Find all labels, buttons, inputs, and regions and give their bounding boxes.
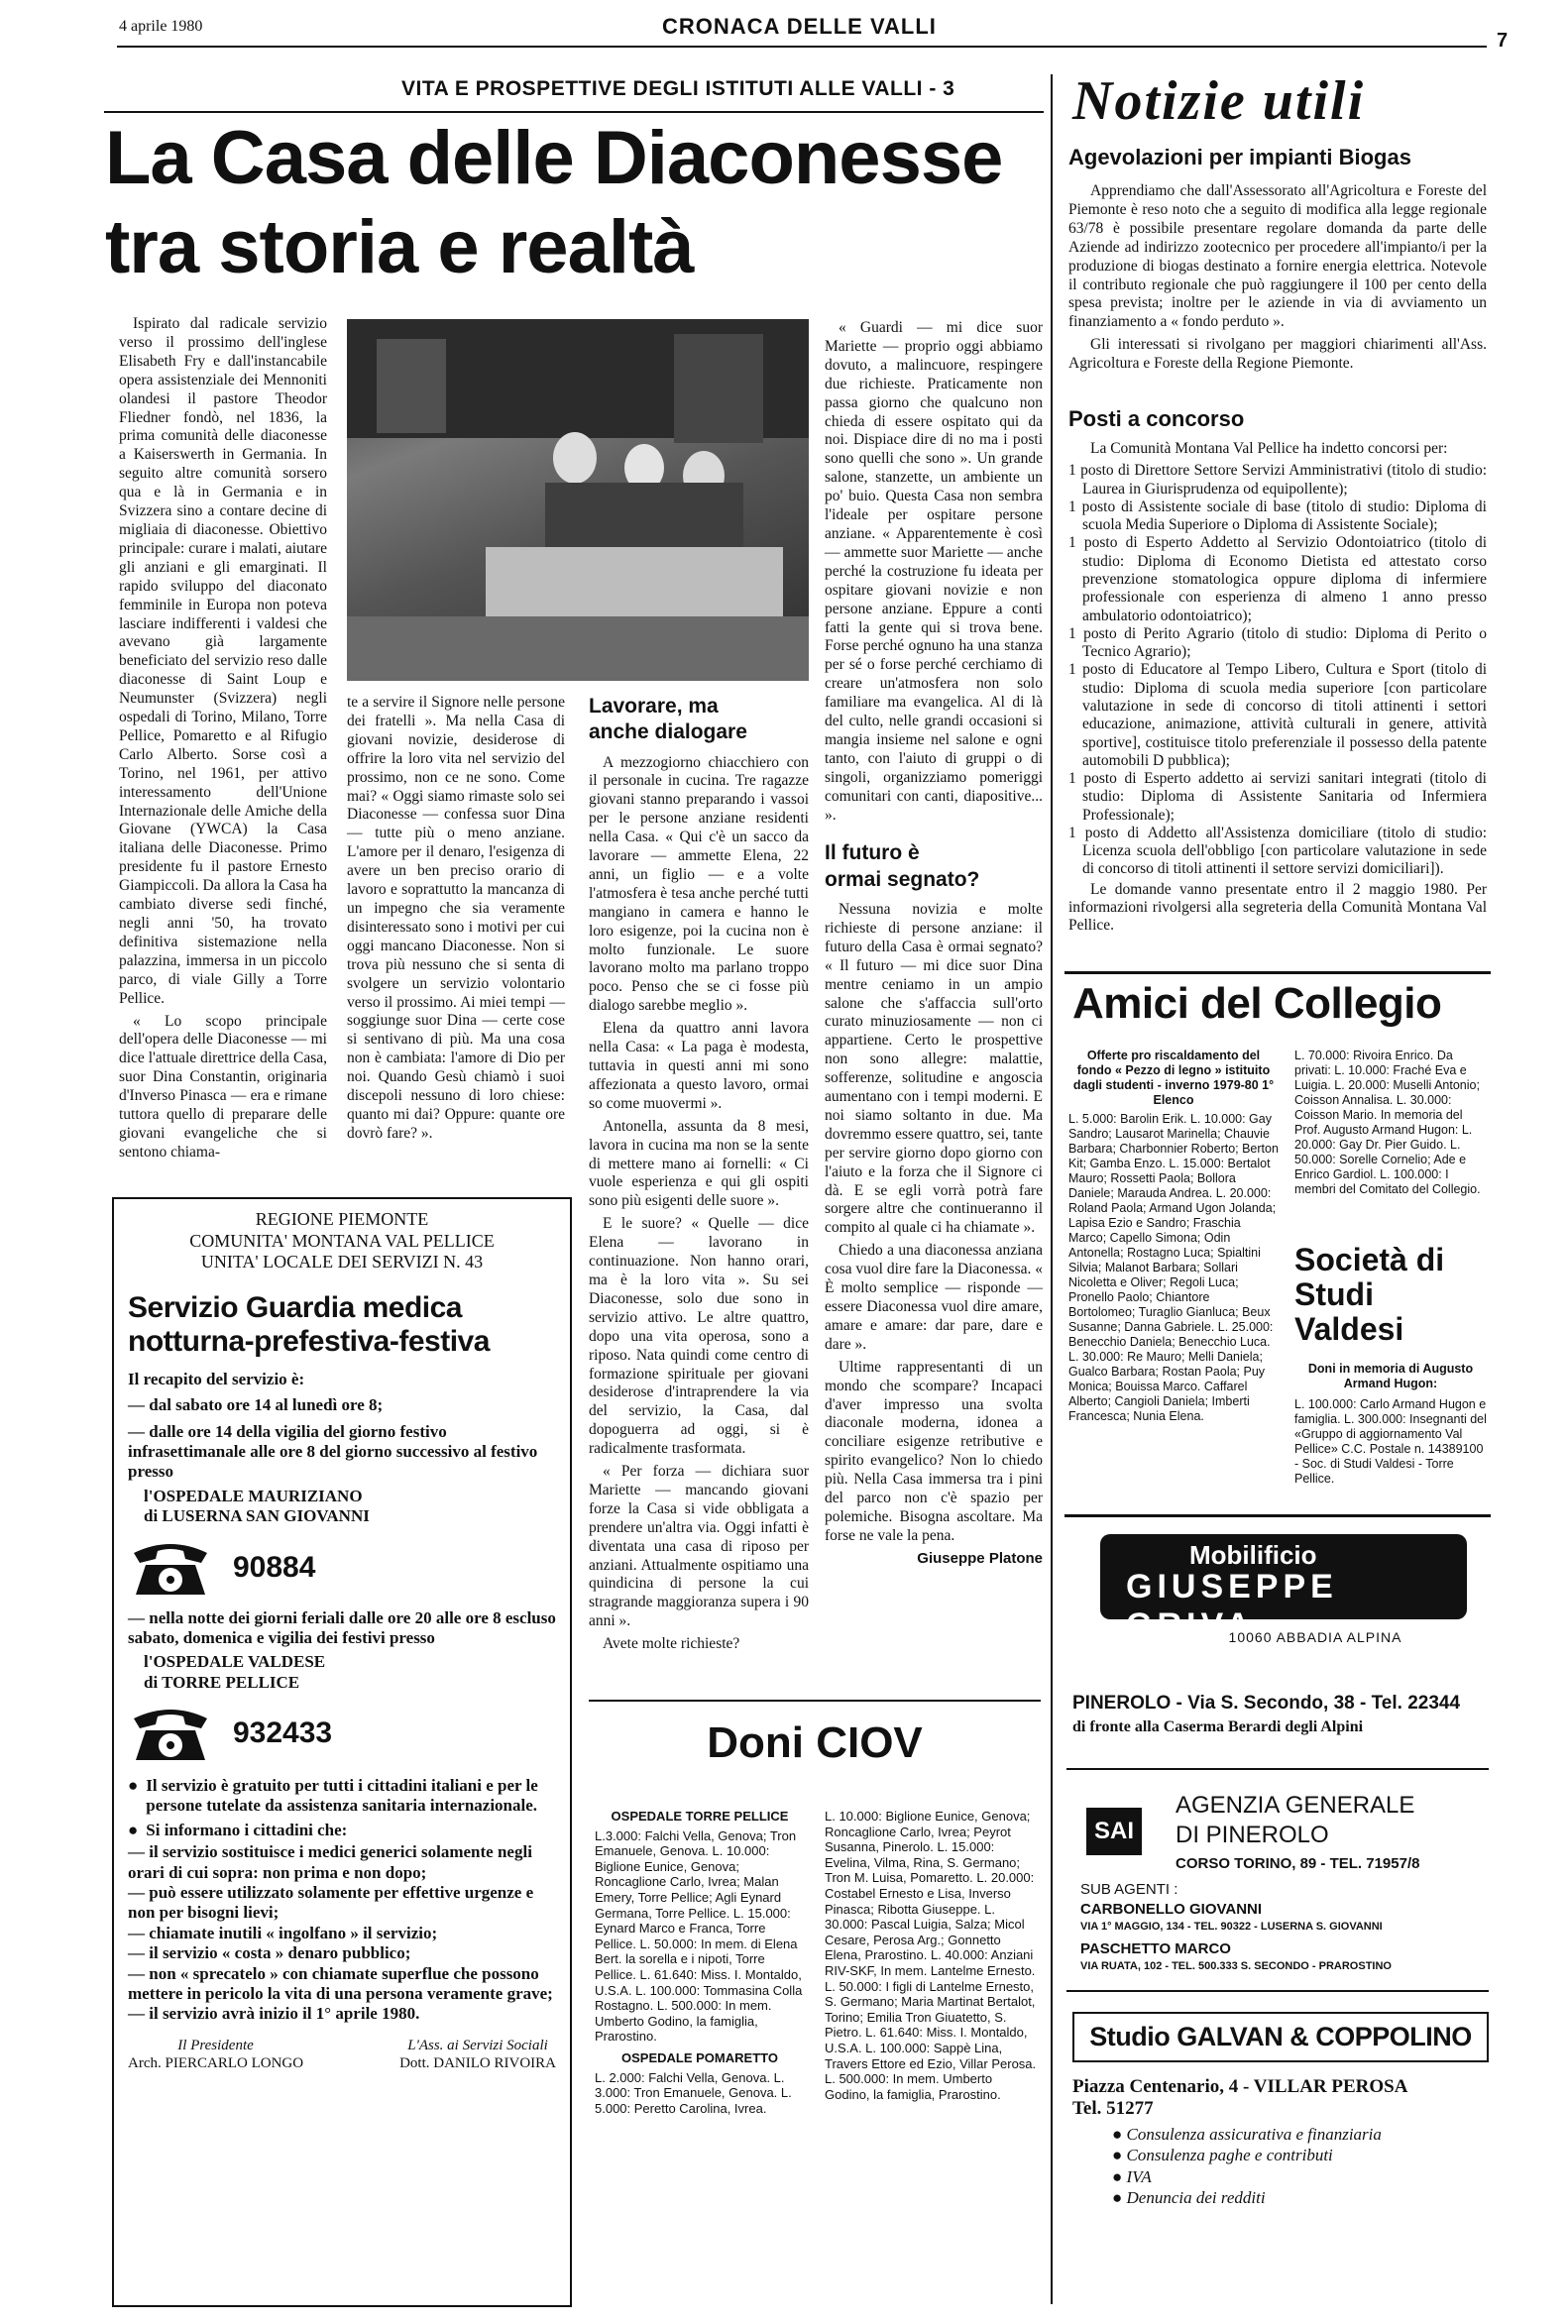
sai-agent-1-addr: VIA 1° MAGGIO, 134 - TEL. 90322 - LUSERNA S. GIOVANNI (1080, 1921, 1383, 1933)
subhead: Il futuro è (825, 841, 920, 865)
service-title: notturna-prefestiva-festiva (128, 1325, 490, 1359)
bullet-icon: ● (128, 1820, 139, 1839)
galvan-service-item (1112, 2124, 1489, 2145)
galvan-ad (1072, 2012, 1489, 2269)
concorso-post-item: 1 posto di Assistente sociale di base (titolo di studio: Diploma di scuola Media Superiore o Diploma di Assistente Sociale); (1068, 498, 1487, 534)
masthead-paper-name: CRONACA DELLE VALLI (662, 14, 937, 39)
bullet-icon: ● (1112, 2166, 1127, 2186)
article-column-3 (589, 694, 809, 1658)
service-item: — dalle ore 14 della vigilia del giorno festivo infrasettimanale alle ore 8 del giorno successivo al festivo presso (128, 1421, 538, 1482)
notizie-paragraph: Gli interessati si rivolgano per maggiori chiarimenti all'Ass. Agricoltura e Foreste della Regione Piemonte. (1068, 336, 1487, 373)
griva-line-3: 10060 ABBADIA ALPINA (1228, 1629, 1402, 1645)
galvan-service-text: Denuncia dei redditi (1126, 2187, 1266, 2207)
article-author: Giuseppe Platone (917, 1549, 1043, 1567)
photo-scene (347, 319, 809, 681)
article-column-1 (119, 315, 327, 1166)
doni-list: L.3.000: Falchi Vella, Genova; Tron Emanuele, Genova. L. 10.000: Biglione Eunice, Genova; Roncaglione Carlo, Ivrea; Malan Emery, Torre Pellice; Agli Eynard Germana, Torre Pellice. L. 15.000: Eynard Marco e Franca, Torre Pellice. L. 50.000: In mem. di Elena Bert. la sorella e i nipoti, Torre Pellice. L. 61.640: Miss. I. Montaldo, U.S.A. L. 100.000: Tommasina Colla Rostagno. L. 500.000: In mem. Umberto Godino, la famiglia, Prarostino. (595, 1827, 803, 2045)
galvan-address: Piazza Centenario, 4 - VILLAR PEROSA (1072, 2076, 1408, 2097)
notizie-paragraph: Apprendiamo che dall'Assessorato all'Agricoltura e Foreste del Piemonte è reso noto che a seguito di modifica alla legge regionale 63/78 è possibile presentare regolare domanda da parte delle Aziende ad indirizzo zootecnico per procedere all'impianto/i per la produzione di biogas destinato a fornire energia elettrica. Notevole il contributo regionale che può raggiungere il 100 per cento della spesa prevista; inoltre per le aziende in via di avviamento un finanziamento a « fondo perduto ». (1068, 182, 1487, 331)
article-photo (347, 319, 809, 681)
dash-text: può essere utilizzato solamente per effettive urgenze e non per bisogni lievi; (128, 1883, 534, 1923)
hospital-name: di TORRE PELLICE (144, 1672, 300, 1692)
signature-name: Dott. DANILO RIVOIRA (399, 2054, 556, 2071)
galvan-service-text: IVA (1126, 2166, 1152, 2186)
amici-rule-top (1064, 971, 1491, 974)
signature-role: L'Ass. ai Servizi Sociali (407, 2037, 548, 2053)
concorso-post-item: 1 posto di Educatore al Tempo Libero, Cultura e Sport (titolo di studio: Diploma di scuola media superiore [con particolare valutazione in sede di concorso di titoli attinenti i settori educazione, animazione, attività culturali in genere, attività sportive], costituisce titolo preferenziale il possesso della patente automobili D pubblica); (1068, 661, 1487, 769)
notizie-paragraph: Le domande vanno presentate entro il 2 maggio 1980. Per informazioni rivolgersi alla segreteria della Comunità Montana Val Pellice. (1068, 880, 1487, 935)
galvan-service-item (1112, 2166, 1489, 2187)
dash-text: non « sprecatelo » con chiamate superflue che possono mettere in pericolo la vita di una persona veramente grave; (128, 1963, 553, 2003)
page-number: 7 (1497, 30, 1509, 52)
phone-row (128, 1701, 556, 1766)
sai-line-1: AGENZIA GENERALE (1176, 1792, 1415, 1819)
article-paragraph: « Per forza — dichiara suor Mariette — mancando giovani forze la Casa si vide obbligata a prendere un'altra via. Oggi infatti è diventata una casa di riposo per anziani. Attualmente ospitiamo una quindicina di persone la cui stragrande maggioranza supera i 90 anni ». (589, 1463, 809, 1630)
doni-hospital-head: OSPEDALE TORRE PELLICE (611, 1809, 789, 1824)
sai-agent-2: PASCHETTO MARCO (1080, 1940, 1231, 1957)
article-paragraph: Ispirato dal radicale servizio verso il prossimo dell'inglese Elisabeth Fry e dall'instancabile opera assistenziale dei Mennoniti olandesi il pastore Theodor Fliedner fondò, nel 1836, la prima comunità delle diaconesse a Kaiserswerth in Germania. In seguito altre comunità sorsero qua e là in Germania e in Svizzera sino a contare decine di migliaia di diaconesse. Obiettivo principale: curare i malati, aiutare gli anziani e gli emarginati. Il rapido sviluppo del diaconato femminile in Europa non poteva lasciare indifferenti i valdesi che avevano già largamente beneficiato del servizio reso dalle diaconesse di Saint Loup e Neumunster (Svizzera) negli ospedali di Torino, Milano, Torre Pellice, Pomaretto e al Rifugio Carlo Alberto. Sorse così a Torino, nel 1961, per attivo interessamento dell'Unione Internazionale delle Amiche della Giovane (YWCA) la Casa italiana delle Diaconesse. Primo presidente fu il pastore Ernesto Giampiccoli. Da allora la Casa ha cambiato diverse sedi finché, negli anni '50, ha trovato definitiva sistemazione nella palazzina, immersa in un piccolo parco, di viale Gilly a Torre Pellice. (119, 315, 327, 1007)
galvan-service-text: Consulenza paghe e contributi (1126, 2146, 1333, 2165)
dash-text: il servizio sostituisce i medici generici solamente negli orari di cui sopra: non prima e non dopo; (128, 1842, 532, 1882)
sai-sub: SUB AGENTI : (1080, 1881, 1178, 1898)
bullet-icon: ● (128, 1776, 139, 1796)
vertical-divider (1051, 74, 1053, 2304)
bullet-icon: ● (1112, 2187, 1127, 2207)
dash-text: il servizio « costa » denaro pubblico; (149, 1943, 411, 1963)
dash-text: il servizio avrà inizio il 1° aprile 1980. (149, 2004, 420, 2024)
concorso-post-item: 1 posto di Esperto Addetto al Servizio Odontoiatrico (titolo di studio: Diploma di Economo Dietista ed attestato corso prevenzione stomatologica oppure diploma di infermiere professionale con esperienza di almeno 1 anno presso ambulatorio odontoiatrico); (1068, 534, 1487, 624)
doni-hospital-head: OSPEDALE POMARETTO (621, 2049, 778, 2065)
sai-agent-1: CARBONELLO GIOVANNI (1080, 1901, 1263, 1918)
sai-ad (1066, 1768, 1489, 1992)
subhead: ormai segnato? (825, 867, 980, 891)
societa-subhead: Doni in memoria di Augusto Armand Hugon: (1307, 1361, 1474, 1390)
galvan-tel: Tel. 51277 (1072, 2098, 1154, 2119)
posts-list (1068, 462, 1487, 878)
dash-item: — non « sprecatelo » con chiamate superflue che possono mettere in pericolo la vita di una persona veramente grave; (128, 1963, 553, 2003)
notizie-title: Notizie utili (1072, 70, 1366, 132)
galvan-title: Studio GALVAN & COPPOLINO (1089, 2022, 1472, 2051)
griva-address: PINEROLO - Via S. Secondo, 38 - Tel. 22344 (1072, 1693, 1461, 1714)
galvan-service-item (1112, 2187, 1489, 2208)
phone-number: 932433 (233, 1716, 333, 1750)
article-column-2 (347, 694, 565, 1148)
sai-agent-2-addr: VIA RUATA, 102 - TEL. 500.333 S. SECONDO - PRAROSTINO (1080, 1960, 1392, 1972)
galvan-items (1072, 2124, 1489, 2208)
concorso-post-item: 1 posto di Perito Agrario (titolo di studio: Diploma di Perito o Tecnico Agrario); (1068, 624, 1487, 661)
service-item-text: dalle ore 14 della vigilia del giorno festivo infrasettimanale alle ore 8 del giorno successivo al festivo presso (128, 1421, 538, 1482)
article-column-4 (825, 319, 1043, 1568)
telephone-icon (128, 1701, 213, 1766)
series-rule (104, 111, 1044, 113)
subhead: anche dialogare (589, 720, 747, 744)
box-header-line: COMUNITA' MONTANA VAL PELLICE (189, 1230, 495, 1251)
amici-list: L. 70.000: Rivoira Enrico. Da privati: L. 10.000: Fraché Eva e Luigia. L. 20.000: Muselli Antonio; Coisson Annalisa. L. 30.000: Coisson Mario. In memoria del Prof. Augusto Armand Hugon: L. 20.000: Gay Dr. Pier Guido. L. 50.000: Sorelle Cornelio; Ade e Enrico Gardiol. L. 100.000: I membri del Comitato del Collegio. (1294, 1049, 1481, 1196)
concorso-post-item: 1 posto di Addetto all'Assistenza domiciliare (titolo di studio: Licenza scuola dell'obbligo [con particolare valutazione in sede di concorso di titoli attinenti il settore servizi domiciliari]). (1068, 824, 1487, 878)
service-title: Servizio Guardia medica (128, 1290, 462, 1324)
series-title: VITA E PROSPETTIVE DEGLI ISTITUTI ALLE VALLI - 3 (401, 77, 955, 100)
societa-list: L. 100.000: Carlo Armand Hugon e famiglia. L. 300.000: Insegnanti del «Gruppo di aggiornamento Val Pellice» C.C. Postale n. 14389100 - Soc. di Studi Valdesi - Torre Pellice. (1294, 1396, 1487, 1486)
amici-left (1068, 1049, 1279, 1424)
service-item: — nella notte dei giorni feriali dalle ore 20 alle ore 8 escluso sabato, domenica e vigilia dei festivi presso (128, 1607, 556, 1647)
galvan-service-item (1112, 2145, 1489, 2165)
concorso-head: Posti a concorso (1068, 406, 1245, 431)
concorso-text (1068, 440, 1487, 940)
notizie-paragraph: La Comunità Montana Val Pellice ha indetto concorsi per: (1090, 440, 1448, 457)
signatures (128, 2037, 556, 2072)
box-header-line: REGIONE PIEMONTE (255, 1209, 429, 1229)
article-paragraph: « Guardi — mi dice suor Mariette — proprio oggi abbiamo dovuto, a malincuore, respingere due richieste. Praticamente non passa giorno che qualcuno non chieda di essere ospitato qui da noi. Dispiace dire di no ma i posti sono quelli che sono ». Un grande salone, stanzette, un ambiente un po' buio. Questa Casa non sembra l'ideale per ospitare persone anziane. « Apparentemente è così — ammette suor Mariette — anche perché la costruzione fu ideata per ospitare giovani novizie e non persone anziane. Eppure a conti fatti la gente qui si trova bene. Forse perché ognuno ha una stanza per sé o forse perché cerchiamo di creare un'atmosfera non solo familiare ma evangelica. Al di là del culto, nelle grandi occasioni si mangia insieme nel salone e ogni tanto, con l'aiuto di gruppi o di singoli, organizziamo pomeriggi comunitari con canti, diapositive... ». (825, 319, 1043, 824)
bullet-item (128, 1776, 556, 1817)
dash-item: — il servizio « costa » denaro pubblico; (128, 1943, 411, 1963)
griva-line-1: Mobilificio (1189, 1540, 1317, 1570)
biogas-head: Agevolazioni per impianti Biogas (1068, 145, 1411, 169)
telephone-icon (128, 1535, 213, 1601)
subhead: Lavorare, ma (589, 695, 719, 718)
doni-list: L. 2.000: Falchi Vella, Genova. L. 3.000: Tron Emanuele, Genova. L. 5.000: Peretto Carolina, Ivrea. (595, 2069, 792, 2116)
hospital-name: l'OSPEDALE VALDESE (144, 1652, 326, 1672)
biogas-text (1068, 182, 1487, 378)
dash-text: chiamate inutili « ingolfano » il servizio; (149, 1923, 438, 1942)
bullet-text: Si informano i cittadini che: (146, 1820, 348, 1839)
dash-item: — chiamate inutili « ingolfano » il servizio; (128, 1923, 438, 1942)
article-paragraph: Antonella, assunta da 8 mesi, lavora in cucina ma non se la sente di mettere mano ai fornelli: « Ci vuole esperienza e qui gli ospiti sono più esigenti delle suore ». (589, 1117, 809, 1210)
masthead-date: 4 aprile 1980 (119, 18, 203, 35)
article-paragraph: E le suore? « Quelle — dice Elena — lavorano in continuazione. Non hanno orari, ma è la loro vita ». Su sei Diaconesse, solo due sono in servizio attivo. Le altre quattro, dopo una vita operosa, sono a riposo. Nata quindi come centro di formazione spirituale per giovani desiderose d'intraprendere la via del servizio, la Casa, dal dopoguerra ad oggi, si è radicalmente trasformata. (589, 1215, 809, 1458)
amici-list: L. 5.000: Barolin Erik. L. 10.000: Gay Sandro; Lausarot Marinella; Chauvie Barbara; Charbonnier Roberto; Berton Kit; Gamba Enzo. L. 15.000: Bertalot Mauro; Rossetti Paola; Bollora Daniele; Marauda Andrea. L. 20.000: Roland Paola; Armand Ugon Jolanda; Lapisa Ezio e Sandro; Fraschia Marco; Capello Simona; Odin Antonella; Rostagno Luca; Spialtini Silvia; Malanot Barbara; Sollari Nicoletta e Oliver; Regoli Luca; Pronello Paolo; Chiantore Bortolomeo; Turaglio Gianluca; Beux Susanne; Danna Gabriele. L. 25.000: Benecchio Daniela; Benecchio Luca. L. 30.000: Re Mauro; Melli Daniela; Gualco Barbara; Rostan Paola; Puy Monica; Bouissa Marco. Caffarel Alberto; Cangioli Daniela; Imberti Francesca; Nunia Elena. (1068, 1112, 1279, 1423)
griva-ad (1072, 1534, 1489, 1742)
service-item-text: dal sabato ore 14 al lunedì ore 8; (149, 1395, 384, 1415)
article-paragraph: Nessuna novizia e molte richieste di persone anziane: il futuro della Casa è ormai segnato? « Il futuro — mi dice suor Dina mentre ceniamo in un ampio salone che s'affaccia sull'orto curato minuziosamente — non ci appartiene. Certo le prospettive non sono allegre: malattie, sofferenze, solitudine e angoscia aumentano con i tempi moderni. E noi siamo soltanto in due. Ma dovremmo essere quattro, sei, tante per servire giorno dopo giorno con l'aiuto e la forza che il Signore ci dà. E se egli vorrà potrà fare sorgere altre che continueranno il compito al quale ci ha chiamate ». (825, 900, 1043, 1237)
amici-title: Amici del Collegio (1072, 979, 1442, 1028)
article-paragraph: Elena da quattro anni lavora nella Casa: « La paga è modesta, tuttavia in questi anni mi sono affezionata a questo lavoro, ormai so come muovermi ». (589, 1020, 809, 1112)
bullet-icon: ● (1112, 2125, 1127, 2144)
sai-logo-text: SAI (1093, 1818, 1134, 1844)
service-item-text: nella notte dei giorni feriali dalle ore 20 alle ore 8 escluso sabato, domenica e vigilia dei festivi presso (128, 1607, 556, 1647)
article-paragraph: Chiedo a una diaconessa anziana cosa vuol dire fare la Diaconessa. « È molto semplice — risponde — essere Diaconessa vuol dire amare, amare e amare: dar pare, dare e dare ». (825, 1242, 1043, 1353)
sai-line-2: DI PINEROLO (1176, 1822, 1329, 1848)
doni-list: L. 10.000: Biglione Eunice, Genova; Roncaglione Carlo, Ivrea; Peyrot Susanna, Pinerolo. L. 15.000: Evelina, Vilma, Rina, S. Germano; Tron M. Luisa, Pomaretto. L. 20.000: Costabel Ernesto e Lisa, Inverso Pinasca; Ribotta Giuseppe. L. 30.000: Pascal Luigia, Salza; Micol Cesare, Perosa Arg.; Gonnetto Elena, Prarostino. L. 40.000: Anziani RIV-SKF, In mem. Lantelme Ernesto. L. 50.000: I figli di Lantelme Ernesto, S. Germano; Maria Martinat Bertalot, Torino; Emilia Tron Giuatetto, S. Pietro. L. 61.640: Miss. I. Montaldo, U.S.A. L. 100.000: Sappè Lina, Travers Ettore ed Ezio, Villar Perosa. L. 500.000: In mem. Umberto Godino, la famiglia, Prarostino. (825, 1809, 1037, 2102)
dash-item: — può essere utilizzato solamente per effettive urgenze e non per bisogni lievi; (128, 1883, 534, 1923)
sai-line-3: CORSO TORINO, 89 - TEL. 71957/8 (1176, 1855, 1420, 1872)
service-item: — dal sabato ore 14 al lunedì ore 8; (128, 1395, 384, 1415)
article-paragraph: Ultime rappresentanti di un mondo che scompare? Incapaci d'aver impresso una svolta diaconale moderna, idonea a conciliare esigenze retributive e spirito evangelico? Non lo chiedo più. Nella Casa immersa tra i pini del parco non c'è spazio per polemiche. Bisogna ascoltare. Ma forse ne vale la pena. (825, 1358, 1043, 1544)
box-header-line: UNITA' LOCALE DEI SERVIZI N. 43 (200, 1252, 484, 1273)
griva-line-2: GIUSEPPE GRIVA (1126, 1568, 1338, 1644)
amici-right (1294, 1049, 1487, 1487)
masthead-rule (117, 46, 1487, 48)
doni-ciov-left (595, 1809, 805, 2116)
griva-rule-top (1064, 1514, 1491, 1517)
concorso-post-item: 1 posto di Direttore Settore Servizi Amministrativi (titolo di studio: Laurea in Giurisprudenza od equipollente); (1068, 462, 1487, 498)
doni-ciov-title: Doni CIOV (707, 1718, 923, 1767)
doni-ciov-right (825, 1809, 1038, 2102)
phone-row (128, 1535, 556, 1601)
societa-title: Società di (1294, 1242, 1445, 1277)
amici-left-head: Offerte pro riscaldamento del fondo « Pezzo di legno » istituito dagli studenti - inverno 1979-80 1° Elenco (1072, 1049, 1275, 1107)
galvan-title-box (1072, 2012, 1489, 2062)
bullet-icon: ● (1112, 2146, 1127, 2165)
dash-item: — il servizio avrà inizio il 1° aprile 1980. (128, 2004, 420, 2024)
guardia-medica-box (112, 1197, 572, 2307)
sai-logo (1086, 1808, 1142, 1855)
phone-number: 90884 (233, 1550, 316, 1584)
galvan-service-text: Consulenza assicurativa e finanziaria (1126, 2125, 1382, 2144)
dash-item: — il servizio sostituisce i medici generici solamente negli orari di cui sopra: non prima e non dopo; (128, 1842, 532, 1882)
headline-line-1: La Casa delle Diaconesse (105, 116, 1003, 200)
signature-role: Il Presidente (177, 2037, 254, 2053)
bullet-text: Il servizio è gratuito per tutti i cittadini italiani e per le persone tutelate da assistenza sanitaria internazionale. (146, 1776, 538, 1816)
bullet-item (128, 1821, 556, 1840)
doni-rule-top (589, 1700, 1041, 1702)
article-paragraph: « Lo scopo principale dell'opera delle Diaconesse — mi dice l'attuale direttrice della Casa, suor Dina Constantin, originaria d'Inverso Pinasca — era e rimane tuttora quello di preparare delle giovani evangeliche che si sentono chiama- (119, 1012, 327, 1161)
headline-line-2: tra storia e realtà (105, 205, 694, 289)
article-paragraph: A mezzogiorno chiacchiero con il personale in cucina. Tre ragazze giovani stanno preparando i vassoi per le persone anziane residenti nella Casa. « Qui c'è un sacco da lavorare — ammette Elena, 22 anni, un figlio — e a volte l'atmosfera è tesa anche perché tutti mangiano in camera e hanno le loro esigenze, poi la cucina non è molto funzionale. Le suore lavorano molto ma parlano troppo poco. Penso che se ci fosse più dialogo sarebbe meglio ». (589, 753, 809, 1015)
article-paragraph: te a servire il Signore nelle persone dei fratelli ». Ma nella Casa di giovani novizie, desiderose di offrire la loro vita nel servizio del prossimo, non ce ne sono. Come mai? « Oggi siamo rimaste solo sei Diaconesse — confessa suor Dina — tutte più o meno anziane. L'amore per il denaro, l'esigenza di avere un ben preciso orario di lavoro e soprattutto la mancanza di un impegno che sia veramente disinteressato sono i motivi per cui oggi mancano Diaconesse. Non si trova più nessuno che si senta di svolgere un servizio volontario verso il prossimo. Ai miei tempi — soggiunge suor Dina — certe cose si sentivano di più. Ma una cosa non è cambiata: l'amore di Dio per noi. Quando Gesù chiamò i suoi discepoli nessuno di loro chiese: quanto mi dai? Oppure: quante ore dovrò fare? ». (347, 694, 565, 1142)
article-paragraph: Avete molte richieste? (603, 1635, 740, 1653)
signature-name: Arch. PIERCARLO LONGO (128, 2054, 304, 2071)
service-intro: Il recapito del servizio è: (128, 1369, 305, 1388)
concorso-post-item: 1 posto di Esperto addetto ai servizi sanitari integrati (titolo di studio: Diploma di Assistente Sanitaria od Infermiera Professionale); (1068, 770, 1487, 824)
hospital-name: di LUSERNA SAN GIOVANNI (144, 1506, 370, 1526)
hospital-name: l'OSPEDALE MAURIZIANO (144, 1486, 363, 1505)
societa-title: Studi Valdesi (1294, 1276, 1404, 1348)
griva-note: di fronte alla Caserma Berardi degli Alpini (1072, 1718, 1364, 1735)
